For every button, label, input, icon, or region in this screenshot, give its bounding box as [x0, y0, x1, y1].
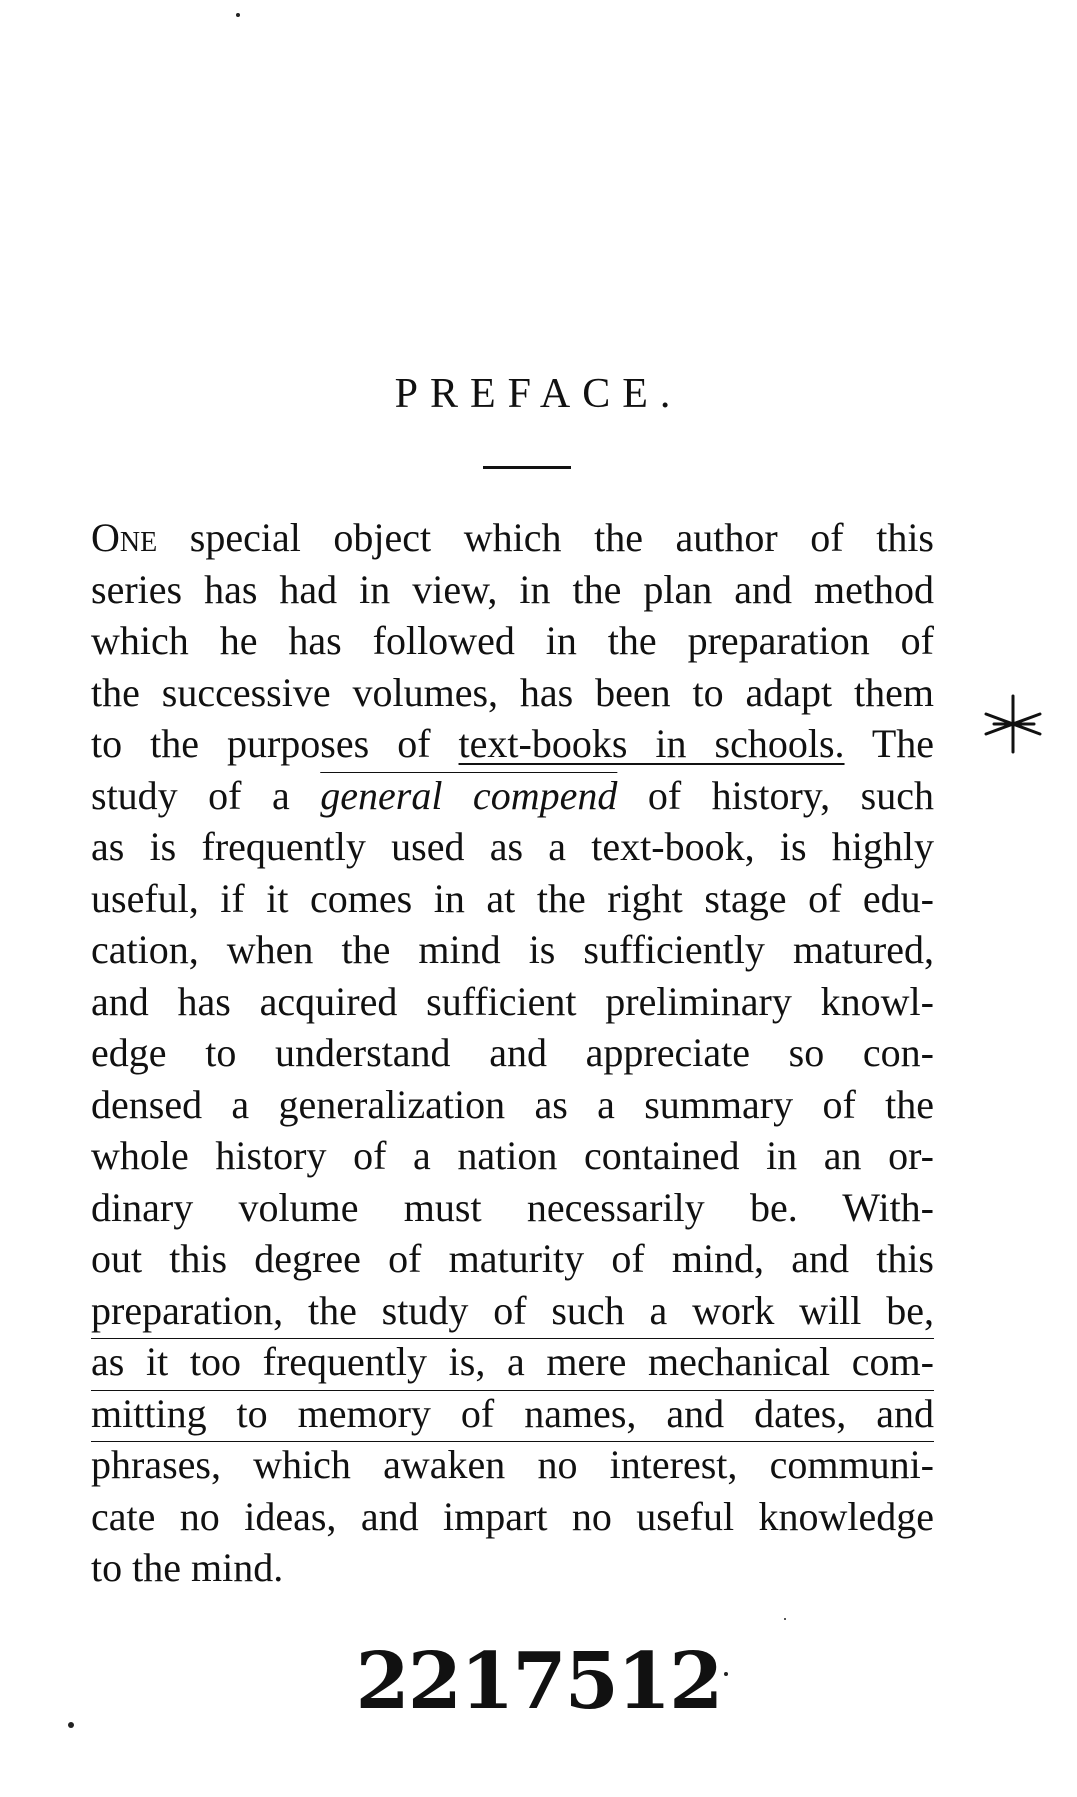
title-divider — [483, 466, 571, 469]
ink-speck — [784, 1618, 786, 1620]
text-line-8: useful, if it comes in at the right stage of edu- — [91, 875, 934, 921]
text-line-3: which he has followed in the preparation of — [91, 618, 934, 663]
text-line-2: series has had in view, in the plan and method — [91, 566, 934, 612]
text-line-21: to the mind. — [91, 1545, 284, 1590]
drop-word: One — [91, 515, 158, 560]
text-line-12: densed a generalization as a summary of the — [91, 1081, 934, 1127]
text-line-10: and has acquired sufficient preliminary knowl- — [91, 978, 934, 1024]
text-line-5: to the purposes of text-books in schools. The — [91, 721, 935, 766]
text-line-4: the successive volumes, has been to adapt them — [91, 669, 934, 715]
underlined-phrase: text-books in schools. — [458, 721, 845, 766]
preface-paragraph — [91, 512, 934, 1594]
text-line-18: mitting to memory of names, and dates, and — [91, 1390, 934, 1436]
text-line-17: as it too frequently is, a mere mechanical com- — [91, 1339, 934, 1384]
ink-speck — [236, 13, 240, 17]
text-line-19: phrases, which awaken no interest, communi- — [91, 1442, 934, 1487]
text-line-15: out this degree of maturity of mind, and this — [91, 1236, 934, 1281]
page-title: PREFACE. — [394, 371, 683, 417]
text-line-9: cation, when the mind is sufficiently matured, — [91, 927, 934, 972]
library-stamp-number: 2217512 — [355, 1636, 722, 1727]
text-line-16: preparation, the study of such a work will be, — [91, 1287, 934, 1333]
text-line-13: whole history of a nation contained in an or- — [91, 1133, 934, 1178]
italic-phrase: general compend — [320, 772, 618, 818]
text-line-20: cate no ideas, and impart no useful knowledge — [91, 1493, 934, 1539]
text-line-7: as is frequently used as a text-book, is highly — [91, 824, 934, 869]
text-line-6: study of a general compend of history, such — [91, 772, 934, 818]
text-line-1: One special object which the author of this — [91, 515, 934, 560]
text-line-11: edge to understand and appreciate so con- — [91, 1030, 934, 1075]
asterisk-mark-icon — [980, 690, 1046, 756]
text-line-14: dinary volume must necessarily be. With- — [91, 1184, 934, 1230]
